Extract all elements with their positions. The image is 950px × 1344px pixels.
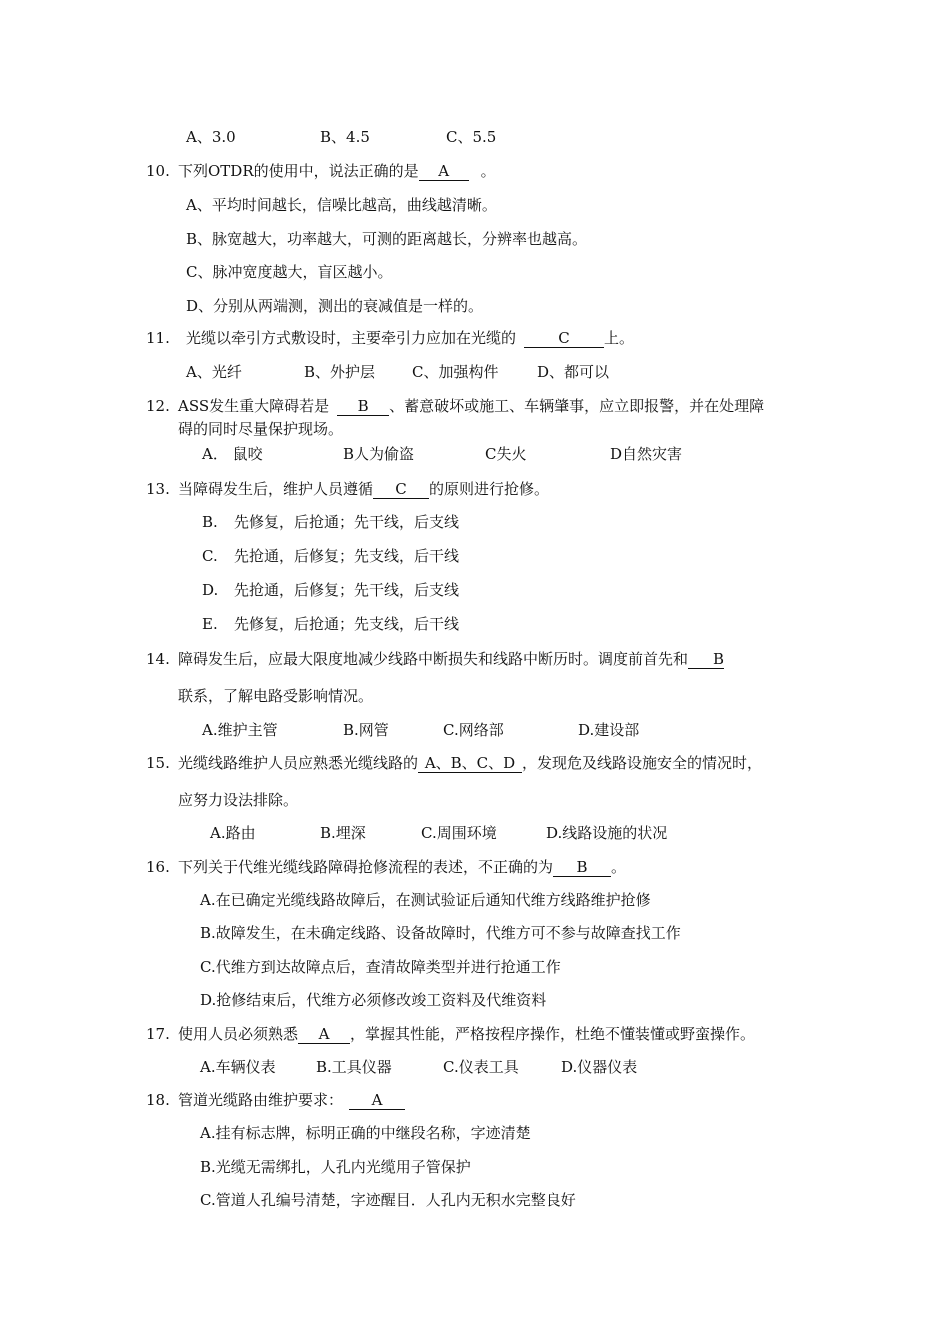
q16-stem-text: 下列关于代维光缆线路障碍抢修流程的表述，不正确的为 — [178, 858, 554, 876]
q12-number: 12. — [146, 397, 170, 415]
q16-tail: 。 — [611, 858, 627, 876]
q10-option-b: B、脉宽越大，功率越大，可测的距离越长，分辨率也越高。 — [186, 230, 588, 248]
q16-number: 16. — [146, 858, 170, 876]
q18-option-a: A.挂有标志牌，标明正确的中继段名称，字迹清楚 — [200, 1124, 531, 1142]
q10-option-d: D、分别从两端测，测出的衰减值是一样的。 — [186, 297, 484, 315]
q10-option-a: A、平均时间越长，信噪比越高，曲线越清晰。 — [186, 196, 497, 214]
q13-option-d-letter: D. — [202, 581, 219, 599]
q10-stem — [178, 161, 496, 181]
q15-number: 15. — [146, 754, 170, 772]
q16-option-a: A.在已确定光缆线路故障后，在测试验证后通知代维方线路维护抢修 — [200, 891, 651, 909]
q13-option-c-letter: C. — [202, 547, 218, 565]
q15-option-c: C.周围环境 — [421, 824, 497, 842]
q17-option-a: A.车辆仪表 — [200, 1058, 276, 1076]
q14-option-d: D.建设部 — [578, 721, 640, 739]
q10-number: 10. — [146, 162, 170, 180]
q13-stem-text: 当障碍发生后，维护人员遵循 — [178, 480, 374, 498]
q10-answer: A — [419, 163, 469, 181]
q13-tail: 的原则进行抢修。 — [429, 480, 550, 498]
q11-option-d: D、都可以 — [537, 363, 610, 381]
q18-option-c: C.管道人孔编号清楚，字迹醒目．人孔内无积水完整良好 — [200, 1191, 576, 1209]
q12-line2: 碍的同时尽量保护现场。 — [178, 420, 344, 438]
q11-stem — [186, 328, 634, 348]
q14-stem-text: 障碍发生后，应最大限度地减少线路中断损失和线路中断历时。调度前首先和 — [178, 650, 689, 668]
q13-option-d: 先抢通，后修复；先干线，后支线 — [234, 581, 460, 599]
q12-stem-text: ASS发生重大障碍若是 — [178, 397, 330, 415]
q15-answer: A、B、C、D — [418, 755, 522, 773]
q17-option-d: D.仪器仪表 — [561, 1058, 638, 1076]
q11-answer: C — [524, 330, 604, 348]
q14-option-a: A.维护主管 — [202, 721, 278, 739]
q12-stem — [178, 396, 764, 416]
q11-option-c: C、加强构件 — [412, 363, 499, 381]
q17-option-b: B.工具仪器 — [316, 1058, 392, 1076]
q12-option-a: A． 鼠咬 — [202, 445, 263, 463]
q18-option-b: B.光缆无需绑扎，人孔内光缆用子管保护 — [200, 1158, 471, 1176]
q13-stem — [178, 479, 549, 499]
q11-tail: 上。 — [604, 329, 635, 347]
q18-stem — [178, 1090, 405, 1110]
q17-option-c: C.仪表工具 — [443, 1058, 519, 1076]
q13-option-e-letter: E. — [202, 615, 218, 633]
q18-answer: A — [349, 1092, 405, 1110]
q13-answer: C — [373, 481, 429, 499]
q14-option-b: B.网管 — [343, 721, 389, 739]
q13-option-b: 先修复，后抢通；先干线，后支线 — [234, 513, 460, 531]
q9-option-b: B、4.5 — [320, 128, 370, 146]
q14-answer: B — [688, 651, 724, 669]
q11-option-a: A、光纤 — [186, 363, 242, 381]
q13-option-c: 先抢通，后修复；先支线，后干线 — [234, 547, 460, 565]
q17-answer: A — [298, 1026, 350, 1044]
q12-answer: B — [337, 398, 389, 416]
q15-stem-text: 光缆线路维护人员应熟悉光缆线路的 — [178, 754, 419, 772]
q10-stem-text: 下列OTDR的使用中，说法正确的是 — [178, 162, 419, 180]
q12-option-b: B人为偷盗 — [343, 445, 415, 463]
q13-option-b-letter: B. — [202, 513, 218, 531]
q14-option-c: C.网络部 — [443, 721, 504, 739]
q9-option-c: C、5.5 — [446, 128, 497, 146]
q13-option-e: 先修复，后抢通；先支线，后干线 — [234, 615, 460, 633]
q15-option-b: B.埋深 — [320, 824, 366, 842]
q16-option-b: B.故障发生，在未确定线路、设备故障时，代维方可不参与故障查找工作 — [200, 924, 681, 942]
q18-stem-text: 管道光缆路由维护要求： — [178, 1091, 344, 1109]
q15-stem — [178, 753, 762, 773]
q15-option-d: D.线路设施的状况 — [546, 824, 668, 842]
q12-option-c: C失火 — [485, 445, 527, 463]
q16-option-d: D.抢修结束后，代维方必须修改竣工资料及代维资料 — [200, 991, 547, 1009]
q14-number: 14. — [146, 650, 170, 668]
q10-tail: 。 — [480, 162, 496, 180]
q12-tail: 、蓄意破坏或施工、车辆肇事，应立即报警，并在处理障 — [389, 397, 765, 415]
q14-line2: 联系，了解电路受影响情况。 — [178, 687, 374, 705]
q16-stem — [178, 857, 626, 877]
q15-option-a: A.路由 — [210, 824, 256, 842]
q16-option-c: C.代维方到达故障点后，查清故障类型并进行抢通工作 — [200, 958, 561, 976]
q17-number: 17. — [146, 1025, 170, 1043]
q10-option-c: C、脉冲宽度越大，盲区越小。 — [186, 263, 393, 281]
q14-stem — [178, 649, 724, 669]
q18-number: 18. — [146, 1091, 170, 1109]
q11-number: 11. — [146, 329, 170, 347]
q12-option-d: D自然灾害 — [610, 445, 683, 463]
q17-tail: ，掌握其性能，严格按程序操作，杜绝不懂装懂或野蛮操作。 — [350, 1025, 756, 1043]
q11-option-b: B、外护层 — [304, 363, 376, 381]
q9-option-a: A、3.0 — [186, 128, 236, 146]
q13-number: 13. — [146, 480, 170, 498]
q15-line2: 应努力设法排除。 — [178, 791, 299, 809]
q16-answer: B — [553, 859, 611, 877]
q15-tail: ，发现危及线路设施安全的情况时， — [522, 754, 763, 772]
q17-stem — [178, 1024, 755, 1044]
q11-stem-text: 光缆以牵引方式敷设时，主要牵引力应加在光缆的 — [186, 329, 517, 347]
q17-stem-text: 使用人员必须熟悉 — [178, 1025, 299, 1043]
